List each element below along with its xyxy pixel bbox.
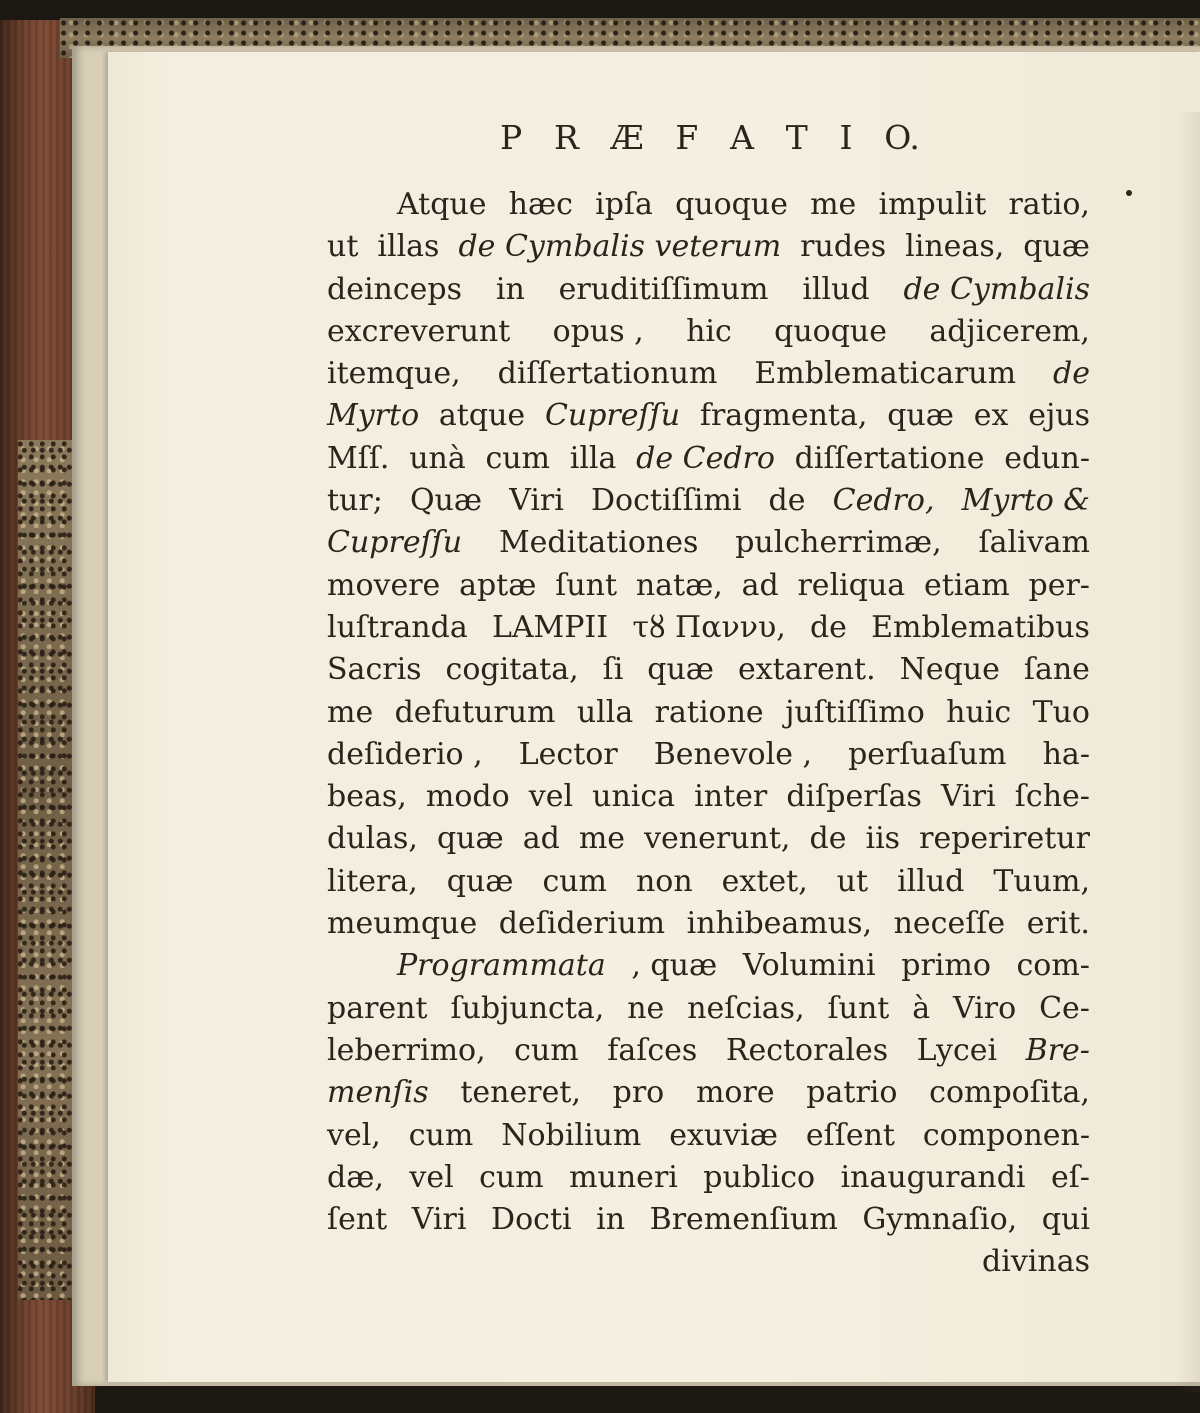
word: cum: [408, 1117, 474, 1153]
word: per-: [1028, 567, 1090, 603]
word: faſces: [607, 1032, 698, 1068]
word: inhibeamus,: [686, 906, 873, 942]
word: opus ,: [552, 313, 644, 349]
word: quæ: [887, 398, 954, 434]
word: qui: [1041, 1202, 1090, 1238]
text-line: [327, 269, 1090, 311]
word: parent: [327, 990, 428, 1026]
word: exuviæ: [669, 1117, 778, 1153]
word: Ce-: [1039, 990, 1090, 1026]
word: de: [1053, 356, 1090, 392]
word: juſtiſſimo: [785, 694, 925, 730]
word: ad: [522, 821, 560, 857]
word: compoſita,: [929, 1075, 1090, 1111]
word: menſis: [327, 1075, 429, 1111]
word: impulit: [878, 187, 987, 222]
word: ſane: [1023, 652, 1090, 688]
running-heading: [500, 118, 920, 166]
marbled-cover-paper: [18, 440, 80, 1300]
word: luſtranda: [327, 609, 468, 645]
word: ſubjuncta,: [450, 990, 605, 1026]
word: inaugurandi: [840, 1159, 1026, 1195]
word: publico: [703, 1159, 816, 1195]
word: adjicerem,: [929, 313, 1090, 349]
word: de Cymbalis: [903, 271, 1090, 307]
word: Volumini: [742, 948, 876, 984]
word: ratio,: [1008, 187, 1090, 222]
word: non: [635, 863, 693, 899]
text-line: [327, 395, 1090, 437]
word: cum: [485, 440, 551, 476]
word: fragmenta,: [699, 398, 868, 434]
word: rudes: [800, 229, 887, 265]
word: , quæ: [631, 948, 718, 984]
word: tur;: [327, 483, 383, 519]
word: quoque: [675, 187, 788, 222]
text-line: [327, 1115, 1090, 1157]
text-line: [327, 692, 1090, 734]
text-line: [327, 988, 1090, 1030]
word: diſſertatione: [794, 440, 985, 476]
word: deſiderio ,: [327, 736, 483, 772]
word: teneret,: [460, 1075, 581, 1111]
word: de: [809, 609, 847, 645]
word: in: [596, 1202, 626, 1238]
word: dæ,: [327, 1159, 384, 1195]
word: reperiretur: [919, 821, 1090, 857]
word: Viri: [941, 779, 996, 815]
heading-letter: T: [785, 118, 808, 157]
text-line: [327, 480, 1090, 522]
word: ulla: [576, 694, 634, 730]
word: τȣ Παννυ,: [632, 609, 786, 645]
word: Nobilium: [501, 1117, 642, 1153]
text-line: [327, 438, 1090, 480]
word: inter: [694, 779, 768, 815]
word: Myrto &: [961, 483, 1090, 519]
word: cum: [514, 1032, 579, 1068]
word: pulcherrimæ,: [735, 525, 942, 561]
word: ut: [836, 863, 869, 899]
text-line: [327, 1030, 1090, 1072]
word: me: [810, 187, 857, 222]
word: Tuum,: [993, 863, 1090, 899]
word: Myrto: [327, 398, 420, 434]
text-line: [327, 353, 1090, 395]
word: ſalivam: [978, 525, 1090, 561]
word: Meditationes: [498, 525, 699, 561]
word: ratione: [654, 694, 764, 730]
word: atque: [438, 398, 526, 434]
word: Bremenſium: [649, 1202, 838, 1238]
word: neceſſe: [893, 906, 1006, 942]
text-line: [327, 607, 1090, 649]
word: ſunt: [827, 990, 890, 1026]
word: com-: [1016, 948, 1090, 984]
word: etiam: [923, 567, 1010, 603]
word: movere: [327, 567, 441, 603]
word: beas,: [327, 779, 407, 815]
word: Cupreſſu: [544, 398, 681, 434]
word: LAMPII: [491, 609, 609, 645]
word: Atque: [397, 187, 487, 222]
text-line: [327, 1157, 1090, 1199]
text-line: [327, 818, 1090, 860]
word: quæ: [436, 821, 504, 857]
body-text: [327, 184, 1090, 1284]
word: Cedro,: [832, 483, 935, 519]
word: diſperſas: [786, 779, 922, 815]
word: eſ-: [1050, 1159, 1090, 1195]
text-line: [327, 1199, 1090, 1241]
word: de Cymbalis veterum: [458, 229, 782, 265]
word: aptæ: [459, 567, 537, 603]
text-line: [327, 184, 1090, 226]
word: iis: [865, 821, 901, 857]
heading-letter: R: [553, 118, 579, 157]
heading-letter: F: [675, 118, 699, 157]
word: de: [768, 483, 806, 519]
word: muneri: [569, 1159, 678, 1195]
word: Cupreſſu: [327, 525, 463, 561]
word: lineas,: [905, 229, 1005, 265]
heading-letter: A: [730, 118, 754, 157]
word: ejus: [1028, 398, 1090, 434]
word: Benevole ,: [653, 736, 813, 772]
word: defuturum: [394, 694, 556, 730]
word: patrio: [806, 1075, 898, 1111]
word: erit.: [1026, 906, 1090, 942]
word: divinas: [982, 1244, 1090, 1280]
word: ne: [627, 990, 665, 1026]
word: perſuaſum: [848, 736, 1007, 772]
word: eruditiſſimum: [558, 271, 769, 307]
word: ſunt: [555, 567, 618, 603]
word: Doctiſſimi: [591, 483, 742, 519]
word: Programmata: [397, 948, 606, 984]
word: natæ,: [635, 567, 723, 603]
word: litera,: [327, 863, 418, 899]
word: in: [495, 271, 525, 307]
word: Emblematibus: [871, 609, 1090, 645]
word: ad: [741, 567, 779, 603]
word: Rectorales: [725, 1032, 889, 1068]
text-line: [327, 776, 1090, 818]
word: deſiderium: [498, 906, 666, 942]
word: neſcias,: [687, 990, 805, 1026]
word: ex: [973, 398, 1009, 434]
word: Sacris: [327, 652, 422, 688]
word: primo: [901, 948, 991, 984]
word: unà: [409, 440, 466, 476]
text-line: [327, 945, 1090, 987]
word: Tuo: [1032, 694, 1090, 730]
word: vel,: [327, 1117, 381, 1153]
heading-letter: P: [500, 118, 523, 157]
word: leberrimo,: [327, 1032, 486, 1068]
text-line: [327, 861, 1090, 903]
text-line: [327, 1072, 1090, 1114]
word: meumque: [327, 906, 478, 942]
word: huic: [946, 694, 1012, 730]
text-line: [327, 734, 1090, 776]
word: more: [695, 1075, 775, 1111]
word: illa: [569, 440, 617, 476]
word: Mſſ.: [327, 440, 390, 476]
text-line: [327, 311, 1090, 353]
word: extet,: [721, 863, 808, 899]
word: vel: [528, 779, 574, 815]
word: diſſertationum: [497, 356, 718, 392]
word: eſſent: [805, 1117, 895, 1153]
word: à: [912, 990, 931, 1026]
word: dulas,: [327, 821, 418, 857]
ink-dot: [1126, 190, 1132, 196]
word: Quæ: [409, 483, 483, 519]
word: illud: [802, 271, 870, 307]
show-through-shadow: [1176, 112, 1200, 1392]
word: me: [578, 821, 626, 857]
text-line: [327, 1241, 1090, 1283]
heading-letter: I: [839, 118, 853, 157]
word: de: [809, 821, 847, 857]
word: Lector: [518, 736, 618, 772]
word: ha-: [1042, 736, 1090, 772]
word: Neque: [899, 652, 1000, 688]
word: illud: [897, 863, 965, 899]
word: deinceps: [327, 271, 463, 307]
word: quæ: [446, 863, 514, 899]
word: illas: [377, 229, 440, 265]
word: edun-: [1004, 440, 1090, 476]
word: quæ: [1023, 229, 1090, 265]
text-line: [327, 565, 1090, 607]
word: de Cedro: [636, 440, 775, 476]
word: ut: [327, 229, 359, 265]
word: quæ: [647, 652, 715, 688]
word: pro: [612, 1075, 665, 1111]
word: Lycei: [916, 1032, 998, 1068]
word: Docti: [491, 1202, 572, 1238]
word: ſi: [602, 652, 624, 688]
word: cum: [542, 863, 608, 899]
word: Gymnaſio,: [862, 1202, 1018, 1238]
word: Viri: [509, 483, 564, 519]
word: unica: [592, 779, 676, 815]
word: vel: [409, 1159, 454, 1195]
word: venerunt,: [644, 821, 791, 857]
word: ſent: [327, 1202, 388, 1238]
heading-letter: O.: [884, 118, 920, 157]
word: ſche-: [1014, 779, 1090, 815]
text-line: [327, 903, 1090, 945]
word: me: [327, 694, 374, 730]
word: Bre-: [1025, 1032, 1090, 1068]
word: Viri: [411, 1202, 467, 1238]
word: cum: [479, 1159, 544, 1195]
word: Viro: [953, 990, 1017, 1026]
word: excreverunt: [327, 313, 511, 349]
heading-letter: Æ: [610, 118, 644, 157]
word: componen-: [922, 1117, 1090, 1153]
word: quoque: [774, 313, 887, 349]
word: Emblematicarum: [754, 356, 1017, 392]
text-line: [327, 226, 1090, 268]
word: ipſa: [595, 187, 653, 222]
word: itemque,: [327, 356, 461, 392]
word: hæc: [508, 187, 573, 222]
word: cogitata,: [445, 652, 579, 688]
word: modo: [425, 779, 510, 815]
word: extarent.: [737, 652, 876, 688]
text-line: [327, 649, 1090, 691]
word: reliqua: [797, 567, 906, 603]
text-line: [327, 522, 1090, 564]
word: hic: [686, 313, 732, 349]
